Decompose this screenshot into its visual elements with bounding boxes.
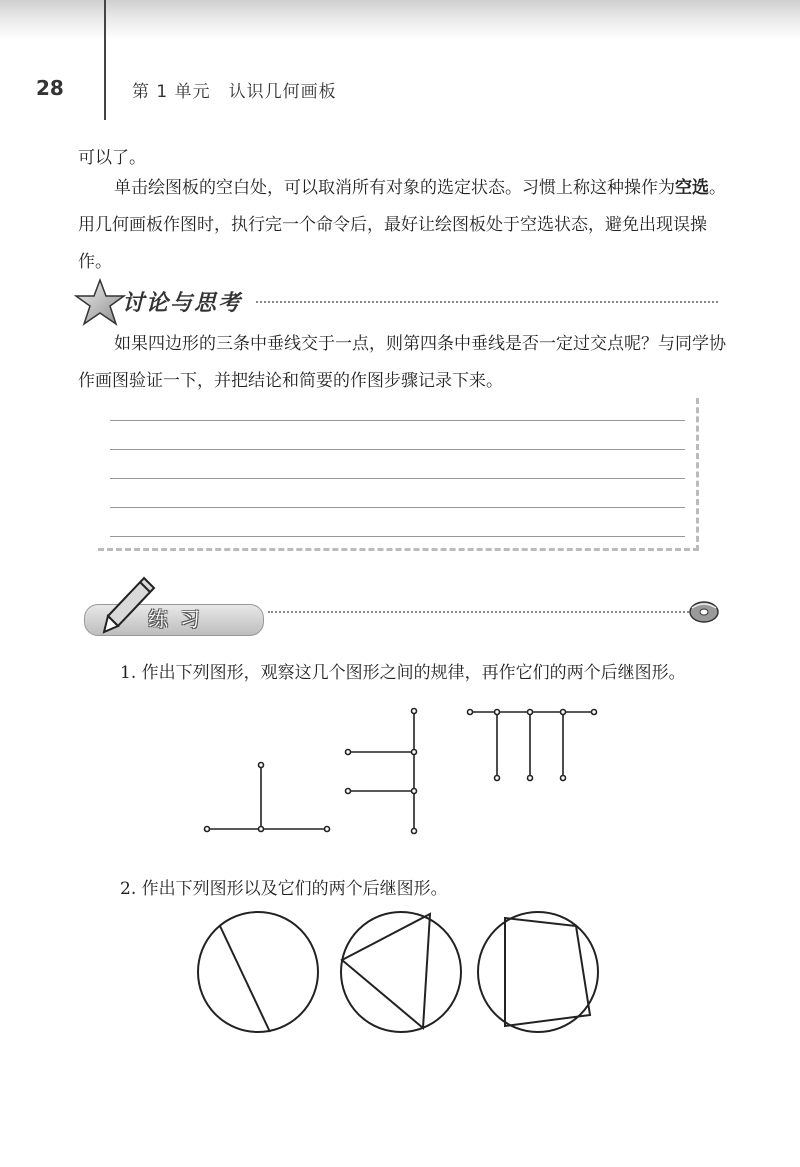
exercise-1-figures <box>200 700 610 840</box>
page-top-band <box>0 0 800 40</box>
note-line <box>110 449 685 450</box>
page-number: 28 <box>36 76 64 100</box>
circle-with-triangle <box>341 912 461 1032</box>
note-line <box>110 507 685 508</box>
discussion-text: 如果四边形的三条中垂线交于一点，则第四条中垂线是否一定过交点呢？与同学协作画图验证一下，并把结论和简要的作图步骤记录下来。 <box>78 334 726 391</box>
exercise-2-text: 2. 作出下列图形以及它们的两个后继图形。 <box>120 879 448 899</box>
note-line <box>110 536 685 537</box>
exercise-1-text: 1. 作出下列图形，观察这几个图形之间的规律，再作它们的两个后继图形。 <box>120 663 686 683</box>
exercise-2-figures <box>190 910 610 1040</box>
figure-t-shape <box>205 763 330 832</box>
figure-triple-branch <box>468 710 597 781</box>
cd-icon <box>686 600 722 624</box>
keyword-empty-select: 空选 <box>675 178 709 198</box>
practice-dotted-rule <box>268 611 692 613</box>
header-divider <box>104 0 106 120</box>
star-icon <box>74 278 126 326</box>
circle-with-quadrilateral <box>478 912 598 1032</box>
note-line <box>110 478 685 479</box>
note-line <box>110 420 685 421</box>
paragraph-text-after: 。用几何画板作图时，执行完一个命令后，最好让绘图板处于空选状态，避免出现误操作。 <box>78 178 726 272</box>
running-title: 第 1 单元 认识几何画板 <box>132 82 337 102</box>
figure-double-branch <box>346 709 417 834</box>
discussion-title: 讨论与思考 <box>122 290 243 316</box>
paragraph-text-before: 单击绘图板的空白处，可以取消所有对象的选定状态。习惯上称这种操作为 <box>114 178 675 198</box>
paragraph-continuation: 可以了。 <box>78 148 146 168</box>
discussion-dotted-rule <box>256 301 718 303</box>
practice-title: 练习 <box>148 607 212 631</box>
circle-with-chord <box>198 912 318 1032</box>
paragraph-empty-select <box>78 170 738 281</box>
